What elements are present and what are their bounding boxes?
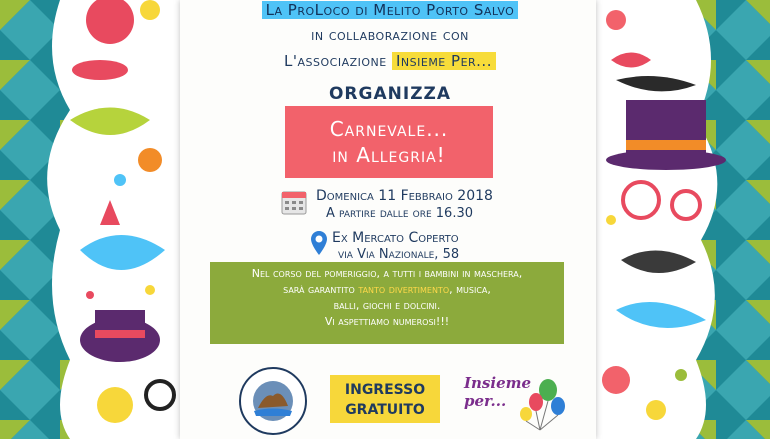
association-name: Insieme Per... [392, 52, 496, 70]
association-line [220, 52, 560, 70]
balloons-icon [460, 370, 580, 436]
details-line2 [210, 282, 564, 298]
free-entry-line1: INGRESSO [344, 382, 426, 398]
event-title-line1: Carnevale... [329, 117, 449, 141]
organizes-heading: ORGANIZZA [328, 84, 451, 104]
right-carnival-decoration [596, 0, 770, 439]
free-entry-line2: GRATUITO [345, 402, 425, 418]
event-day: Domenica 11 Febbraio 2018 [316, 188, 493, 204]
collaboration-line: in collaborazione con [311, 26, 469, 44]
details-line3: balli, giochi e dolcini. [333, 299, 441, 312]
details-line2-suffix: , musica, [449, 283, 491, 296]
proloco-logo [236, 366, 310, 436]
details-highlight: tanto divertimento [358, 283, 450, 296]
details-line4: Vi aspettiamo numerosi!!! [324, 315, 450, 328]
venue-address: via Via Nazionale, 58 [338, 247, 460, 262]
left-carnival-decoration [0, 0, 180, 439]
event-details-box [210, 262, 564, 344]
insieme-per-line1: Insieme [464, 374, 532, 392]
event-time: A partire dalle ore 16.30 [326, 206, 474, 221]
association-prefix: L'associazione [284, 52, 392, 70]
organizer-line [250, 1, 530, 21]
free-entry-box [330, 375, 440, 423]
event-title-line2: in Allegria! [332, 143, 446, 167]
event-title-box [285, 106, 493, 178]
details-line1: Nel corso del pomeriggio, a tutti i bambini in maschera, [251, 267, 523, 280]
calendar-icon [280, 188, 308, 216]
insieme-per-line2: per... [464, 392, 507, 410]
insieme-per-logo [460, 370, 580, 436]
map-pin-icon [310, 230, 328, 256]
organizer-name: La ProLoco di Melito Porto Salvo [262, 1, 519, 19]
flyer-panel [180, 0, 596, 439]
details-line2-prefix: sarà garantito [283, 283, 359, 296]
venue-name: Ex Mercato Coperto [332, 230, 459, 246]
